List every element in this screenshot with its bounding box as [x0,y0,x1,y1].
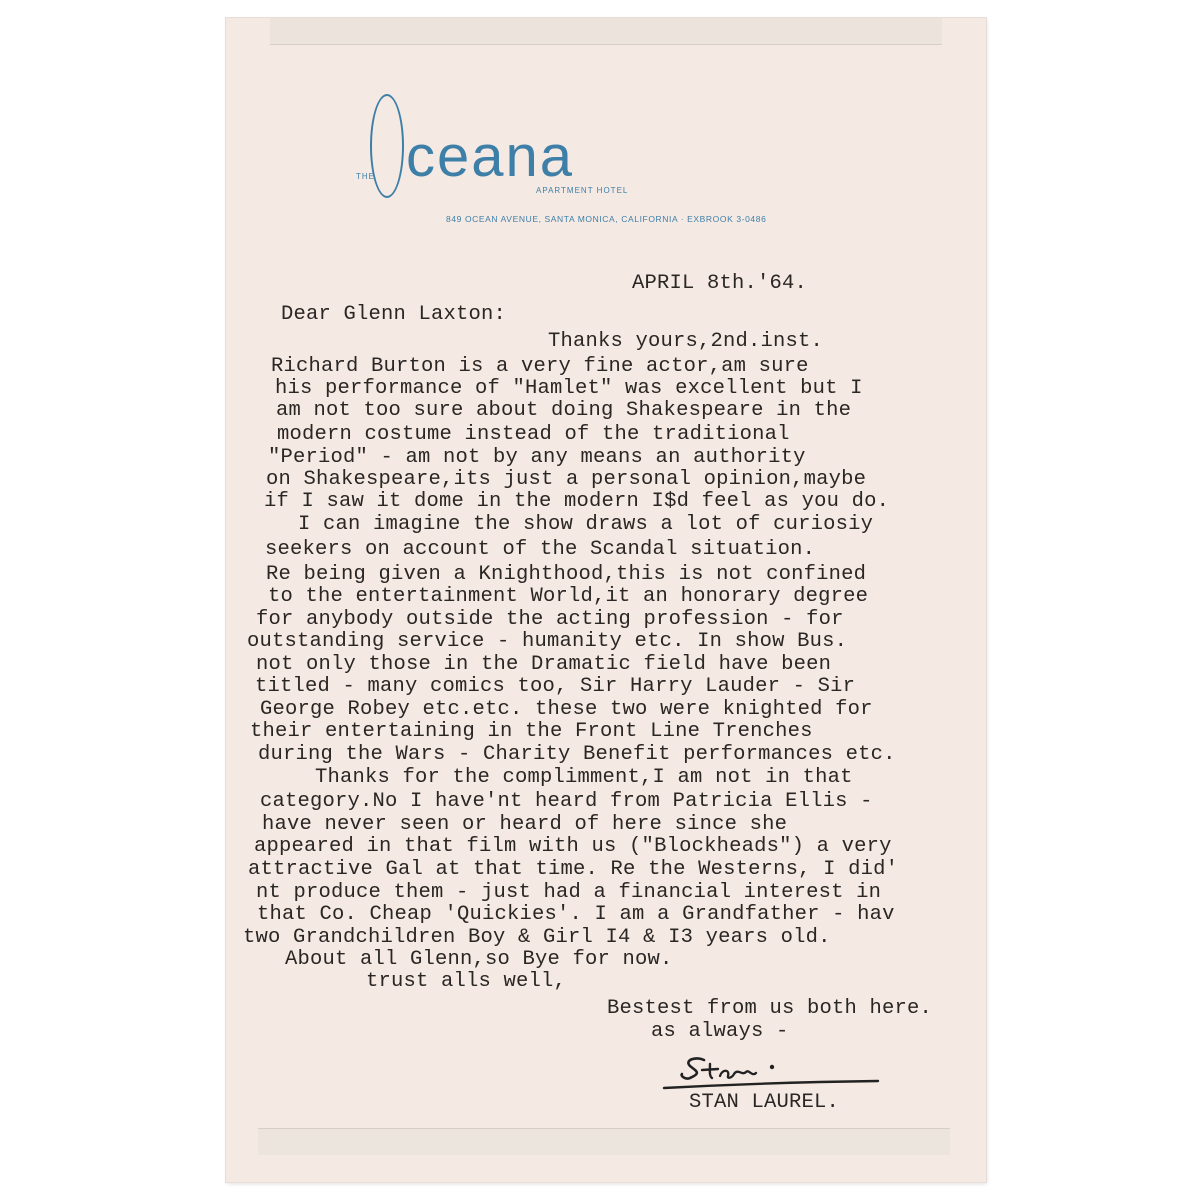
letter-line: "Period" - am not by any means an authority [268,446,806,469]
letter-line: for anybody outside the acting profession - for [256,608,844,631]
letterhead-subtitle: APARTMENT HOTEL [536,186,629,195]
letter-line: not only those in the Dramatic field have been [256,653,832,676]
letter-line: I can imagine the show draws a lot of curiosiy [298,513,874,536]
typed-name: STAN LAUREL. [689,1091,840,1114]
letter-line: to the entertainment World,it an honorary degree [268,585,869,608]
letter-line: that Co. Cheap 'Quickies'. I am a Grandfather - hav [257,903,895,926]
tape-strip-bottom [258,1128,950,1155]
letter-line: on Shakespeare,its just a personal opinion,maybe [266,468,867,491]
letter-salutation: Dear Glenn Laxton: [281,303,507,326]
letterhead-name: ceana [406,124,575,189]
letter-line: two Grandchildren Boy & Girl I4 & I3 years old. [243,926,831,949]
letter-line: his performance of "Hamlet" was excellent but I [275,377,863,400]
tape-strip-top [270,18,942,45]
letter-line: Richard Burton is a very fine actor,am sure [271,355,809,378]
letter-line: George Robey etc.etc. these two were knighted for [260,698,873,721]
letter-line: category.No I have'nt heard from Patricia Ellis - [260,790,873,813]
letter-line: Thanks yours,2nd.inst. [548,330,824,353]
letter-closing: Bestest from us both here. [607,997,933,1020]
letter-line: if I saw it dome in the modern I$d feel as you do. [264,490,890,513]
letter-closing-2: as always - [651,1020,789,1043]
letter-line: Thanks for the complimment,I am not in that [315,766,853,789]
letter-line: attractive Gal at that time. Re the Westerns, I did' [248,858,899,881]
letterhead-o-logo [370,94,404,198]
letter-line: seekers on account of the Scandal situation. [265,538,816,561]
letter-line: titled - many comics too, Sir Harry Lauder - Sir [255,675,856,698]
letter-date: APRIL 8th.'64. [632,272,808,295]
letter-line: during the Wars - Charity Benefit performances etc. [258,743,896,766]
letter-line: About all Glenn,so Bye for now. [285,948,673,971]
letter-line: have never seen or heard of here since she [262,813,788,836]
letter-line: nt produce them - just had a financial interest in [256,881,882,904]
letterhead-the: THE [356,172,375,181]
letter-line: trust alls well, [366,970,567,993]
letter-line: am not too sure about doing Shakespeare in the [276,399,852,422]
letterhead-address: 849 OCEAN AVENUE, SANTA MONICA, CALIFORNIA · EXBROOK 3-0486 [446,214,767,224]
letter-line: modern costume instead of the traditional [277,423,790,446]
letter-line: appeared in that film with us ("Blockheads") a very [254,835,892,858]
letter-line: outstanding service - humanity etc. In show Bus. [247,630,848,653]
letter-line: Re being given a Knighthood,this is not confined [266,563,867,586]
letter-line: their entertaining in the Front Line Trenches [250,720,813,743]
